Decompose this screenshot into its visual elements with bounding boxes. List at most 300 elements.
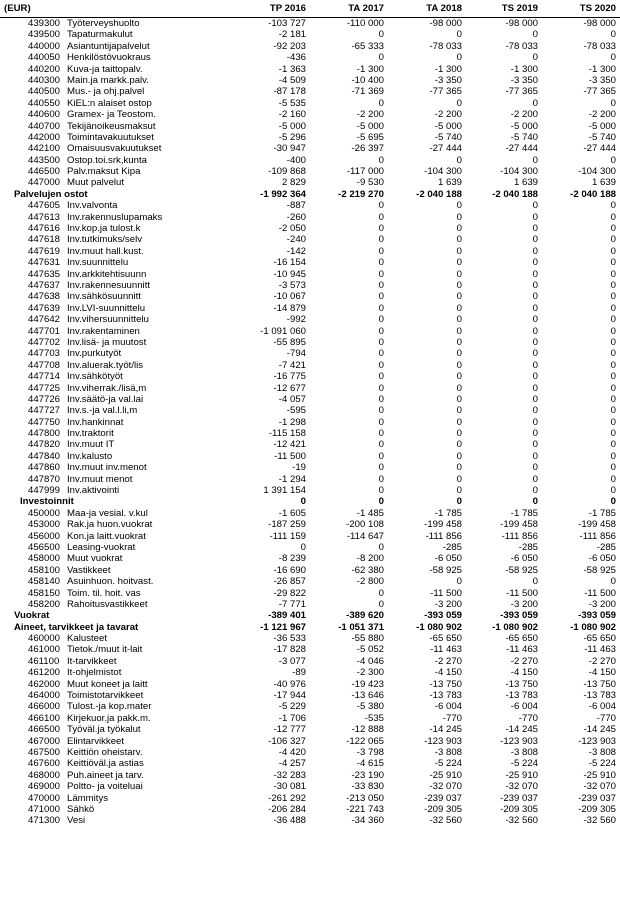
account-code: 460000: [28, 633, 61, 645]
table-row: [0, 303, 620, 314]
value-cell: -5 052: [356, 644, 384, 656]
account-name: Inv.valvonta: [67, 200, 118, 212]
value-cell: 0: [532, 200, 538, 212]
value-cell: 0: [610, 439, 616, 451]
account-name: Inv.viherrak./lisä,m: [67, 382, 147, 394]
account-code: 443500: [28, 154, 61, 166]
value-cell: 0: [456, 450, 462, 462]
table-row: [0, 656, 620, 667]
account-name: Inv.hankinnat: [67, 416, 124, 428]
table-row: [0, 75, 620, 86]
value-cell: -1 485: [356, 507, 384, 519]
value-cell: 0: [610, 211, 616, 223]
value-cell: -5 224: [588, 758, 616, 770]
account-name: Maa-ja vesial. v.kul: [67, 507, 148, 519]
table-row: [0, 417, 620, 428]
value-cell: -3 573: [278, 279, 306, 291]
value-cell: -10 400: [351, 74, 384, 86]
value-cell: -14 245: [429, 724, 462, 736]
table-row: [0, 439, 620, 450]
account-code: 467000: [28, 735, 61, 747]
value-cell: -77 365: [583, 86, 616, 98]
account-code: 471300: [28, 815, 61, 827]
value-cell: -5 740: [434, 131, 462, 143]
value-cell: 0: [532, 393, 538, 405]
account-name: Muut palvelut: [67, 177, 125, 189]
value-cell: -4 150: [510, 667, 538, 679]
value-cell: 0: [532, 450, 538, 462]
value-cell: -23 190: [351, 769, 384, 781]
table-row: [0, 383, 620, 394]
value-cell: 0: [378, 154, 384, 166]
value-cell: 0: [610, 576, 616, 588]
account-code: 447642: [28, 314, 61, 326]
value-cell: 0: [610, 52, 616, 64]
value-cell: -221 743: [346, 803, 384, 815]
value-cell: -239 037: [500, 792, 538, 804]
table-row: [0, 644, 620, 655]
value-cell: -27 444: [429, 143, 462, 155]
value-cell: -206 284: [268, 803, 306, 815]
value-cell: -3 808: [434, 747, 462, 758]
account-name: Inv.sähkötyöt: [67, 371, 123, 383]
value-cell: -9 530: [356, 177, 384, 189]
value-cell: 0: [456, 405, 462, 417]
value-cell: 0: [610, 496, 616, 508]
value-cell: 0: [532, 473, 538, 485]
value-cell: 0: [610, 302, 616, 314]
value-cell: 0: [378, 450, 384, 462]
value-cell: 0: [532, 496, 538, 508]
table-row: [0, 394, 620, 405]
table-row: [0, 713, 620, 724]
value-cell: -2 160: [278, 109, 306, 121]
account-name: Tapaturmakulut: [67, 29, 133, 41]
account-code: 447639: [28, 302, 61, 314]
value-cell: -111 159: [269, 530, 306, 542]
value-cell: 0: [456, 302, 462, 314]
account-code: 440050: [28, 52, 61, 64]
value-cell: -32 070: [429, 781, 462, 793]
value-cell: 0: [456, 496, 462, 508]
account-code: 440500: [28, 86, 61, 98]
value-cell: -4 509: [278, 74, 306, 86]
subtotal-row: [0, 189, 620, 200]
value-cell: 0: [378, 302, 384, 314]
value-cell: 0: [378, 257, 384, 269]
account-code: 462000: [28, 678, 61, 690]
account-name: Inv.muut menot: [67, 473, 133, 485]
account-name: Inv.rakennuslupamaks: [67, 211, 163, 223]
value-cell: -209 305: [424, 803, 462, 815]
account-code: 446500: [28, 166, 61, 178]
value-cell: -2 270: [434, 655, 462, 667]
subtotal-row: [0, 496, 620, 507]
account-code: 447800: [28, 428, 61, 440]
account-code: 470000: [28, 792, 61, 804]
value-cell: -109 868: [268, 166, 306, 178]
value-cell: -1 300: [356, 63, 384, 75]
value-cell: 0: [532, 382, 538, 394]
value-cell: -77 365: [505, 86, 538, 98]
account-name: Ostop.toi.srk,kunta: [67, 154, 147, 166]
value-cell: 0: [532, 245, 538, 257]
account-name: Inv.säätö-ja val.lai: [67, 393, 144, 405]
account-name: Inv.purkutyöt: [67, 348, 122, 360]
value-cell: -770: [596, 712, 616, 724]
account-code: 447999: [28, 485, 61, 497]
value-cell: -32 070: [583, 781, 616, 793]
value-cell: 1 391 154: [263, 485, 306, 497]
value-cell: -6 004: [434, 701, 462, 713]
table-row: [0, 246, 620, 257]
value-cell: 0: [532, 211, 538, 223]
value-cell: -285: [442, 541, 462, 553]
table-row: [0, 360, 620, 371]
value-cell: -1 080 902: [492, 621, 538, 633]
value-cell: -7 771: [278, 598, 306, 610]
value-cell: 0: [610, 359, 616, 371]
account-name: Inv.arkkitehtisuunn: [67, 268, 147, 280]
value-cell: -123 903: [424, 735, 462, 747]
value-cell: -12 677: [273, 382, 306, 394]
value-cell: 0: [610, 29, 616, 41]
value-cell: -770: [518, 712, 538, 724]
account-code: 456000: [28, 530, 61, 542]
value-cell: -389 401: [268, 610, 306, 622]
account-code: 442100: [28, 143, 61, 155]
account-code: 467600: [28, 758, 61, 770]
table-row: [0, 599, 620, 610]
value-cell: 0: [378, 314, 384, 326]
account-name: Kuva-ja taittopalv.: [67, 63, 143, 75]
account-code: 453000: [28, 519, 61, 531]
value-cell: 0: [610, 393, 616, 405]
value-cell: 0: [610, 291, 616, 303]
value-cell: 1 639: [513, 177, 538, 189]
account-code: 447616: [28, 223, 61, 235]
value-cell: 0: [378, 405, 384, 417]
value-cell: -5 224: [434, 758, 462, 770]
value-cell: 0: [610, 234, 616, 246]
account-name: Inv.muut IT: [67, 439, 115, 451]
value-cell: -200 108: [346, 519, 384, 531]
table-row: [0, 52, 620, 63]
value-cell: -2 200: [510, 109, 538, 121]
value-cell: -3 200: [510, 598, 538, 610]
account-name: Inv.rakentaminen: [67, 325, 140, 337]
value-cell: -2 040 188: [570, 188, 616, 200]
value-cell: -8 239: [278, 553, 306, 565]
account-code: 447618: [28, 234, 61, 246]
table-row: [0, 177, 620, 188]
value-cell: -71 369: [351, 86, 384, 98]
value-cell: 0: [456, 371, 462, 383]
account-code: 447727: [28, 405, 61, 417]
value-cell: -209 305: [578, 803, 616, 815]
value-cell: -65 650: [583, 633, 616, 645]
value-cell: -595: [286, 405, 306, 417]
account-name: Vastikkeet: [67, 564, 111, 576]
account-name: Palv.maksut Kipa: [67, 166, 141, 178]
account-code: 447750: [28, 416, 61, 428]
value-cell: -65 650: [429, 633, 462, 645]
value-cell: -106 327: [268, 735, 306, 747]
value-cell: -13 750: [583, 678, 616, 690]
value-cell: 0: [456, 325, 462, 337]
value-cell: -5 229: [278, 701, 306, 713]
value-cell: 0: [456, 314, 462, 326]
table-row: [0, 200, 620, 211]
table-row: [0, 428, 620, 439]
value-cell: -2 270: [588, 655, 616, 667]
value-cell: -3 350: [588, 74, 616, 86]
value-cell: -436: [286, 52, 306, 64]
value-cell: -393 059: [578, 610, 616, 622]
value-cell: 0: [532, 405, 538, 417]
value-cell: -1 785: [434, 507, 462, 519]
value-cell: -11 500: [430, 587, 462, 599]
value-cell: -13 783: [429, 690, 462, 702]
account-name: Inv.traktorit: [67, 428, 114, 440]
account-name: Keittiöväl.ja astias: [67, 758, 144, 770]
col-ts-2019: TS 2019: [501, 3, 538, 14]
value-cell: 0: [378, 268, 384, 280]
value-cell: 0: [378, 211, 384, 223]
table-row: [0, 166, 620, 177]
value-cell: 0: [610, 450, 616, 462]
account-code: 447631: [28, 257, 61, 269]
account-code: 468000: [28, 769, 61, 781]
value-cell: 0: [456, 234, 462, 246]
account-name: Tietok./muut it-lait: [67, 644, 143, 656]
account-name: Inv.lisä- ja muutost: [67, 336, 147, 348]
value-cell: 0: [378, 245, 384, 257]
account-code: 456500: [28, 541, 61, 553]
table-row: [0, 143, 620, 154]
value-cell: -142: [286, 245, 306, 257]
table-row: [0, 280, 620, 291]
value-cell: -123 903: [500, 735, 538, 747]
value-cell: -1 605: [278, 507, 306, 519]
value-cell: 0: [610, 154, 616, 166]
table-row: [0, 679, 620, 690]
table-header: [0, 0, 620, 18]
table-row: [0, 724, 620, 735]
account-name: Kalusteet: [67, 633, 108, 645]
value-cell: -78 033: [583, 40, 616, 52]
value-cell: -98 000: [505, 18, 538, 29]
value-cell: 0: [532, 257, 538, 269]
table-row: [0, 770, 620, 781]
value-cell: -1 051 371: [338, 621, 384, 633]
value-cell: -240: [286, 234, 306, 246]
value-cell: -3 808: [588, 747, 616, 758]
value-cell: 0: [378, 359, 384, 371]
value-cell: -111 856: [501, 530, 538, 542]
account-code: 464000: [28, 690, 61, 702]
account-name: Rahoitusvastikkeet: [67, 598, 148, 610]
value-cell: 0: [532, 325, 538, 337]
value-cell: 0: [532, 371, 538, 383]
value-cell: 0: [610, 223, 616, 235]
value-cell: 0: [532, 359, 538, 371]
value-cell: 0: [456, 485, 462, 497]
value-cell: 0: [300, 541, 306, 553]
value-cell: -1 080 902: [570, 621, 616, 633]
value-cell: 0: [610, 268, 616, 280]
value-cell: 0: [378, 598, 384, 610]
value-cell: -19 423: [351, 678, 384, 690]
value-cell: -92 203: [273, 40, 306, 52]
value-cell: -17 828: [273, 644, 306, 656]
value-cell: -1 294: [278, 473, 306, 485]
value-cell: 0: [610, 200, 616, 212]
value-cell: -13 783: [505, 690, 538, 702]
value-cell: -29 822: [273, 587, 306, 599]
account-code: 466000: [28, 701, 61, 713]
account-code: 440200: [28, 63, 61, 75]
value-cell: -32 070: [505, 781, 538, 793]
value-cell: -2 300: [356, 667, 384, 679]
value-cell: -285: [518, 541, 538, 553]
value-cell: 0: [610, 336, 616, 348]
value-cell: -4 420: [278, 747, 306, 758]
subtotal-label: Palvelujen ostot: [14, 188, 88, 200]
value-cell: -5 224: [510, 758, 538, 770]
value-cell: -55 880: [351, 633, 384, 645]
value-cell: 0: [378, 348, 384, 360]
subtotal-label: Vuokrat: [14, 610, 50, 622]
value-cell: -40 976: [273, 678, 306, 690]
account-name: Inv.kalusto: [67, 450, 113, 462]
account-code: 447702: [28, 336, 61, 348]
value-cell: -6 004: [510, 701, 538, 713]
table-row: [0, 155, 620, 166]
account-name: Työväl.ja työkalut: [67, 724, 141, 736]
value-cell: 0: [456, 268, 462, 280]
value-cell: -12 777: [273, 724, 306, 736]
currency-label: (EUR): [4, 3, 31, 14]
account-code: 458200: [28, 598, 61, 610]
value-cell: -4 057: [278, 393, 306, 405]
account-code: 447708: [28, 359, 61, 371]
value-cell: 0: [532, 485, 538, 497]
value-cell: -2 219 270: [338, 188, 384, 200]
account-code: 447605: [28, 200, 61, 212]
value-cell: -5 695: [356, 131, 384, 143]
value-cell: 0: [456, 211, 462, 223]
value-cell: -3 350: [434, 74, 462, 86]
value-cell: -32 560: [429, 815, 462, 827]
table-row: [0, 212, 620, 223]
value-cell: -5 000: [434, 120, 462, 132]
value-cell: 0: [610, 416, 616, 428]
value-cell: -239 037: [424, 792, 462, 804]
value-cell: 0: [532, 348, 538, 360]
value-cell: -4 150: [434, 667, 462, 679]
value-cell: -36 533: [273, 633, 306, 645]
value-cell: -14 879: [273, 302, 306, 314]
value-cell: 0: [378, 382, 384, 394]
account-code: 447619: [28, 245, 61, 257]
account-name: Toimistotarvikkeet: [67, 690, 144, 702]
value-cell: -103 727: [268, 18, 306, 29]
value-cell: 0: [378, 439, 384, 451]
value-cell: -58 925: [429, 564, 462, 576]
value-cell: -5 000: [356, 120, 384, 132]
account-code: 447820: [28, 439, 61, 451]
account-name: Keittiön oheistarv.: [67, 747, 143, 758]
value-cell: 0: [456, 200, 462, 212]
value-cell: 1 639: [591, 177, 616, 189]
value-cell: 0: [456, 348, 462, 360]
account-name: Inv.muut inv.menot: [67, 462, 147, 474]
table-row: [0, 701, 620, 712]
value-cell: -2 200: [588, 109, 616, 121]
value-cell: -1 785: [510, 507, 538, 519]
table-body: [0, 18, 620, 827]
table-row: [0, 553, 620, 564]
value-cell: -123 903: [578, 735, 616, 747]
value-cell: -6 004: [588, 701, 616, 713]
value-cell: 0: [532, 52, 538, 64]
value-cell: -2 040 188: [416, 188, 462, 200]
value-cell: -1 121 967: [260, 621, 306, 633]
value-cell: -239 037: [578, 792, 616, 804]
value-cell: 0: [610, 371, 616, 383]
account-code: 440300: [28, 74, 61, 86]
value-cell: 0: [532, 302, 538, 314]
value-cell: -27 444: [505, 143, 538, 155]
value-cell: -32 560: [583, 815, 616, 827]
value-cell: -14 245: [583, 724, 616, 736]
value-cell: 0: [532, 462, 538, 474]
value-cell: -6 050: [510, 553, 538, 565]
value-cell: -36 488: [273, 815, 306, 827]
value-cell: -19: [292, 462, 306, 474]
value-cell: -3 200: [434, 598, 462, 610]
account-code: 467500: [28, 747, 61, 758]
value-cell: -11 463: [506, 644, 538, 656]
value-cell: -887: [286, 200, 306, 212]
account-name: Elintarvikkeet: [67, 735, 125, 747]
value-cell: -117 000: [346, 166, 384, 178]
account-name: Main.ja markk.palv.: [67, 74, 149, 86]
table-row: [0, 291, 620, 302]
value-cell: 0: [532, 428, 538, 440]
table-row: [0, 781, 620, 792]
value-cell: 0: [378, 200, 384, 212]
value-cell: -77 365: [429, 86, 462, 98]
account-name: Toim. til. hoit. vas: [67, 587, 141, 599]
value-cell: 0: [378, 234, 384, 246]
table-row: [0, 588, 620, 599]
account-name: Lämmitys: [67, 792, 109, 804]
value-cell: 0: [610, 245, 616, 257]
table-row: [0, 234, 620, 245]
value-cell: -3 798: [356, 747, 384, 758]
table-row: [0, 531, 620, 542]
table-row: [0, 565, 620, 576]
value-cell: -1 785: [588, 507, 616, 519]
account-code: 447638: [28, 291, 61, 303]
value-cell: -1 091 060: [260, 325, 306, 337]
value-cell: 0: [378, 291, 384, 303]
value-cell: 0: [456, 393, 462, 405]
value-cell: 0: [610, 462, 616, 474]
account-name: Inv.rakennesuunnitt: [67, 279, 151, 291]
